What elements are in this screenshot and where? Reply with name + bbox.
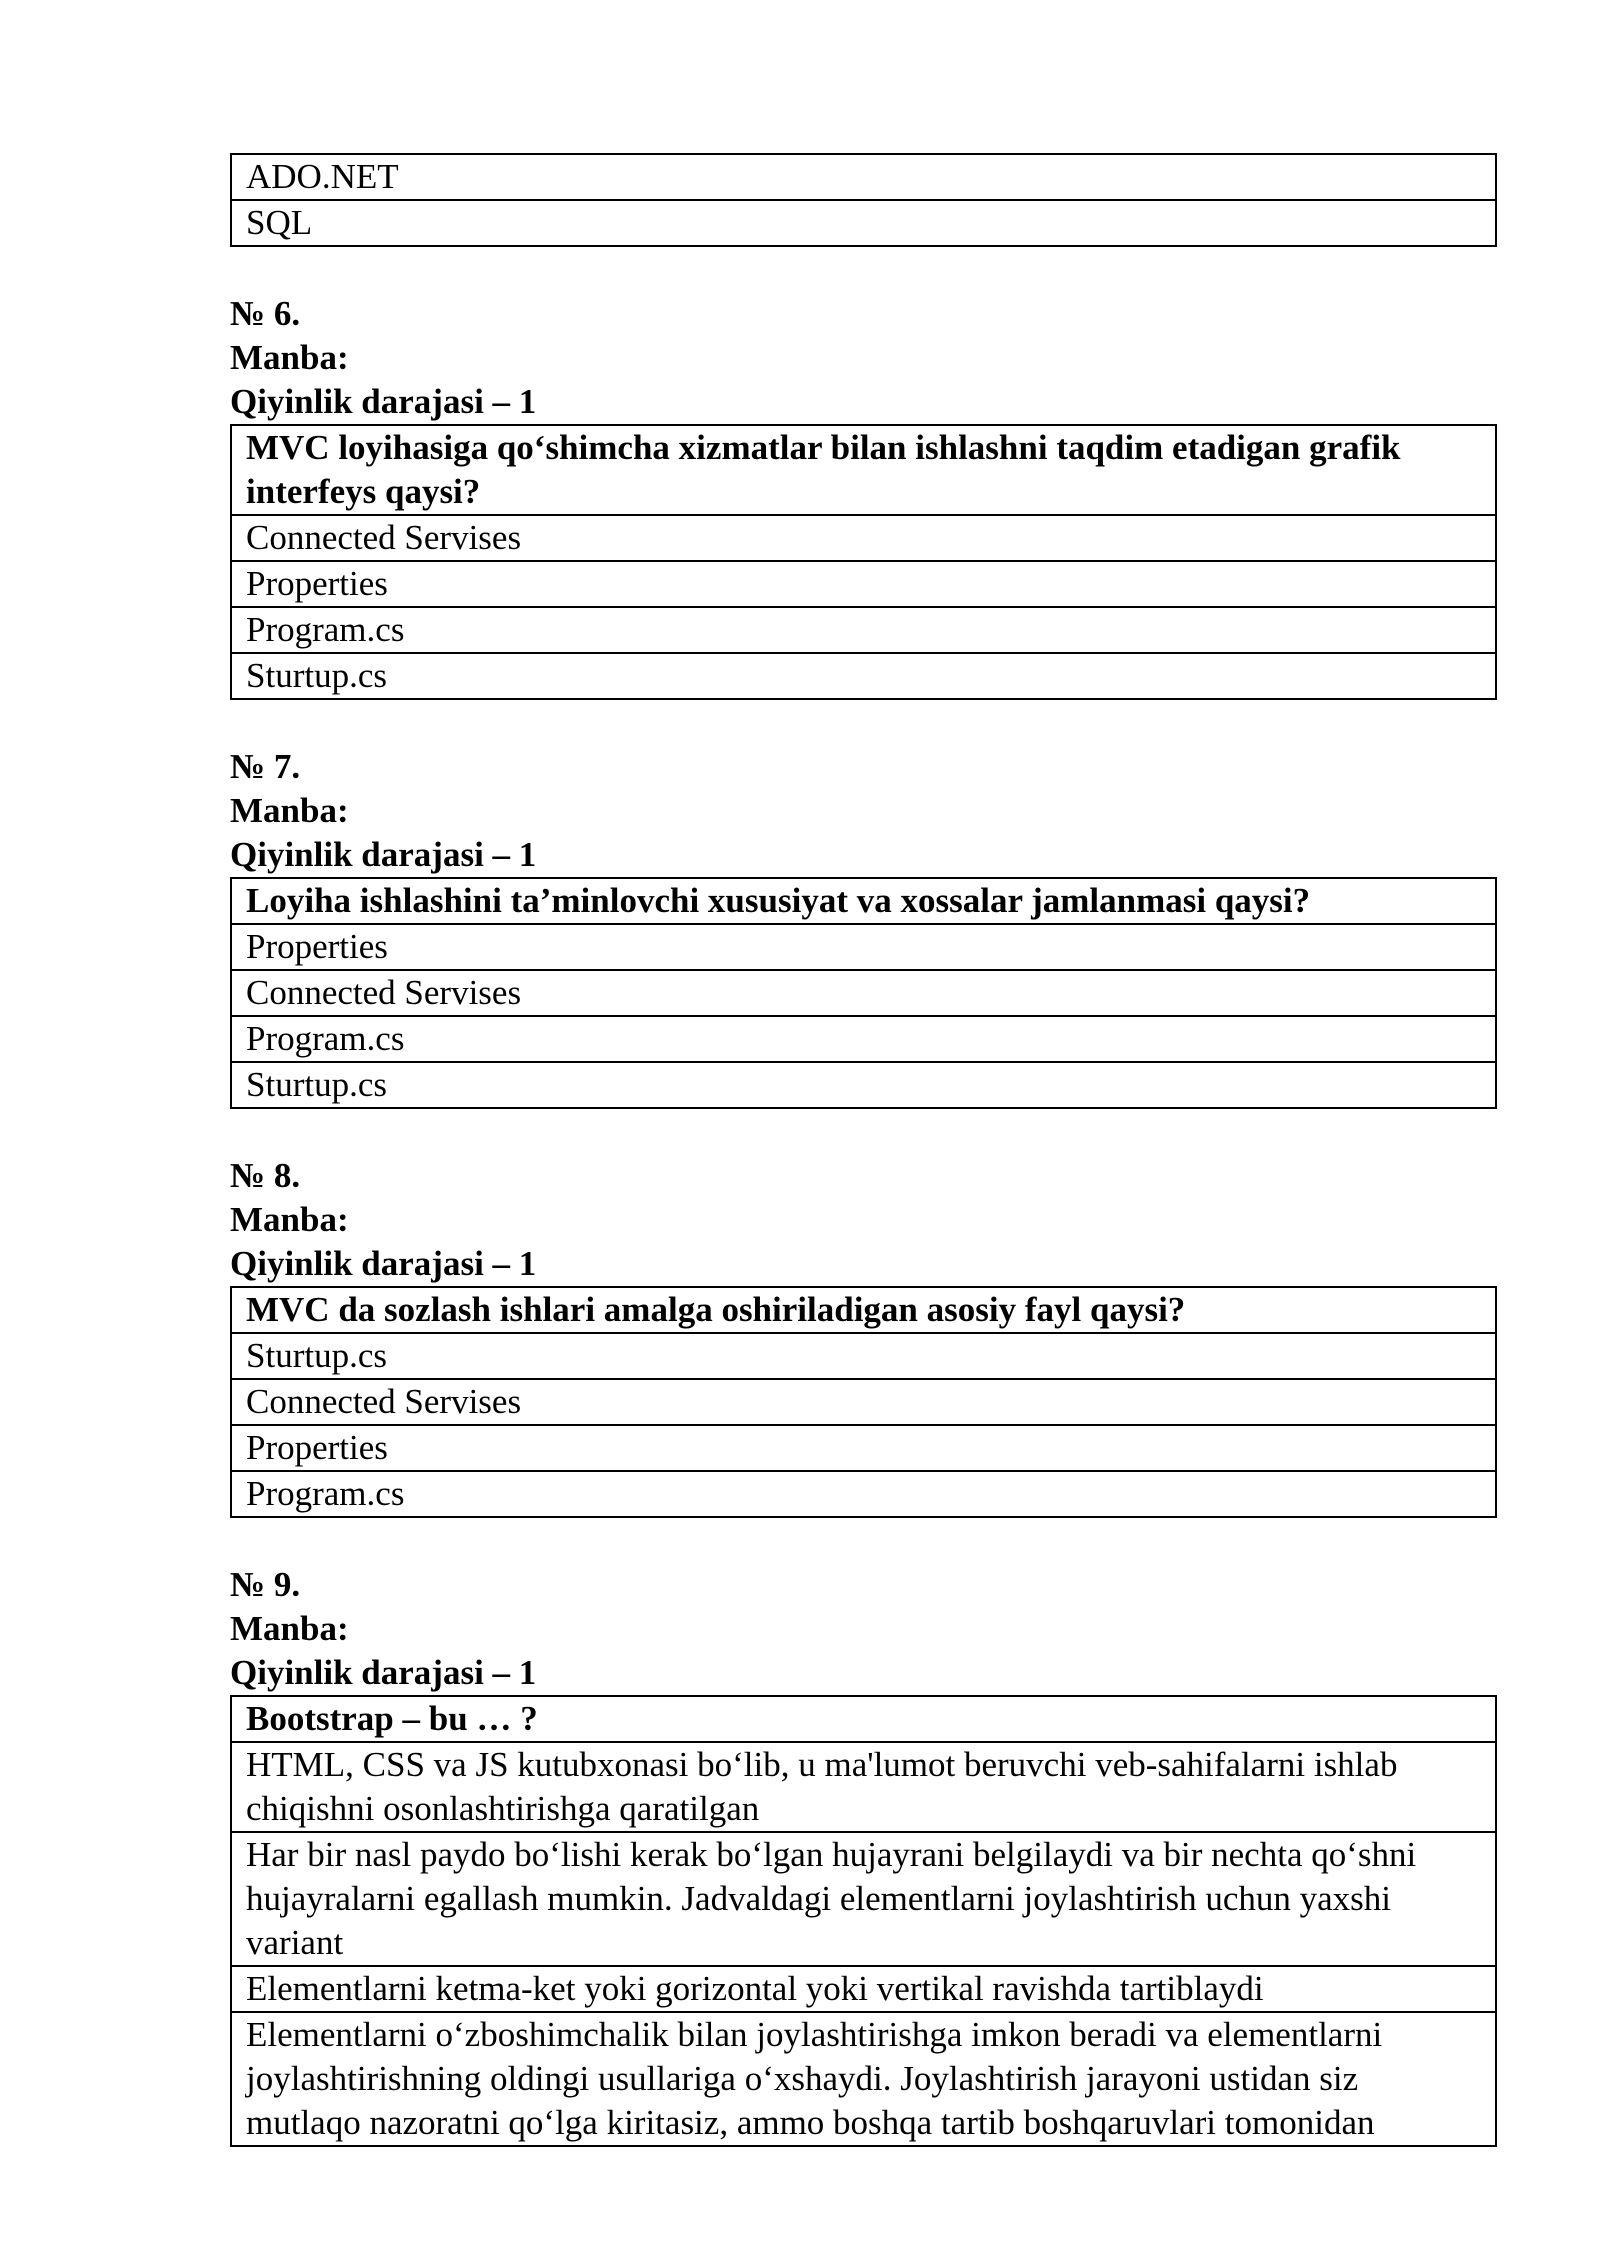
question-source: Manba:: [230, 338, 349, 377]
answer-cell: Sturtup.cs: [231, 1333, 1496, 1379]
table-row: [231, 878, 1496, 924]
table-row: [231, 1333, 1496, 1379]
answer-cell: Properties: [231, 561, 1496, 607]
question-number: № 6.: [230, 294, 301, 333]
table-row: [231, 1696, 1496, 1742]
answer-cell: ADO.NET: [231, 154, 1496, 200]
table-row: [231, 1742, 1496, 1832]
question-number: № 8.: [230, 1156, 301, 1195]
answer-cell: Program.cs: [231, 1471, 1496, 1517]
answer-cell: Har bir nasl paydo bo‘lishi kerak bo‘lgan hujayrani belgilaydi va bir nechta qo‘shni hujayralarni egallash mumkin. Jadvaldagi elementlarni joylashtirish uchun yaxshi variant: [231, 1832, 1496, 1966]
question-table: [230, 877, 1497, 1109]
question-number: № 9.: [230, 1565, 301, 1604]
table-row: [231, 1425, 1496, 1471]
table-row: [231, 1062, 1496, 1108]
table-row: [231, 515, 1496, 561]
answer-cell: Program.cs: [231, 1016, 1496, 1062]
lead-answer-table: [230, 153, 1497, 247]
answer-cell: Elementlarni o‘zboshimchalik bilan joylashtirishga imkon beradi va elementlarni joylashtirishning oldingi usullariga o‘xshaydi. Joylashtirish jarayoni ustidan siz mutlaqo nazoratni qo‘lga kiritasiz, ammo boshqa tartib boshqaruvlari tomonidan: [231, 2012, 1496, 2146]
question-block-8: [230, 1154, 1497, 1518]
question-source: Manba:: [230, 1200, 349, 1239]
table-row: [231, 1832, 1496, 1966]
table-row: [231, 1287, 1496, 1333]
answer-cell: Connected Servises: [231, 970, 1496, 1016]
table-row: [231, 154, 1496, 200]
question-block-6: [230, 292, 1497, 700]
question-source: Manba:: [230, 1609, 349, 1648]
question-number: № 7.: [230, 747, 301, 786]
question-block-7: [230, 745, 1497, 1109]
question-block-9: [230, 1563, 1497, 2147]
table-row: [231, 1016, 1496, 1062]
question-text: MVC da sozlash ishlari amalga oshiriladigan asosiy fayl qaysi?: [231, 1287, 1496, 1333]
answer-cell: HTML, CSS va JS kutubxonasi bo‘lib, u ma'lumot beruvchi veb-sahifalarni ishlab chiqishni osonlashtirishga qaratilgan: [231, 1742, 1496, 1832]
table-row: [231, 607, 1496, 653]
question-difficulty: Qiyinlik darajasi – 1: [230, 1244, 537, 1283]
question-table: [230, 424, 1497, 700]
question-text: MVC loyihasiga qo‘shimcha xizmatlar bilan ishlashni taqdim etadigan grafik interfeys qaysi?: [231, 425, 1496, 515]
answer-cell: Program.cs: [231, 607, 1496, 653]
question-difficulty: Qiyinlik darajasi – 1: [230, 835, 537, 874]
question-source: Manba:: [230, 791, 349, 830]
answer-cell: Sturtup.cs: [231, 653, 1496, 699]
answer-cell: Elementlarni ketma-ket yoki gorizontal yoki vertikal ravishda tartiblaydi: [231, 1966, 1496, 2012]
answer-cell: Properties: [231, 924, 1496, 970]
answer-cell: Properties: [231, 1425, 1496, 1471]
table-row: [231, 1966, 1496, 2012]
answer-cell: Sturtup.cs: [231, 1062, 1496, 1108]
table-row: [231, 425, 1496, 515]
answer-cell: SQL: [231, 200, 1496, 246]
table-row: [231, 1379, 1496, 1425]
table-row: [231, 2012, 1496, 2146]
question-text: Loyiha ishlashini ta’minlovchi xususiyat va xossalar jamlanmasi qaysi?: [231, 878, 1496, 924]
question-difficulty: Qiyinlik darajasi – 1: [230, 382, 537, 421]
table-row: [231, 924, 1496, 970]
table-row: [231, 561, 1496, 607]
question-table: [230, 1695, 1497, 2147]
answer-cell: Connected Servises: [231, 515, 1496, 561]
table-row: [231, 653, 1496, 699]
question-text: Bootstrap – bu … ?: [231, 1696, 1496, 1742]
table-row: [231, 200, 1496, 246]
question-table: [230, 1286, 1497, 1518]
answer-cell: Connected Servises: [231, 1379, 1496, 1425]
table-row: [231, 970, 1496, 1016]
question-difficulty: Qiyinlik darajasi – 1: [230, 1653, 537, 1692]
table-row: [231, 1471, 1496, 1517]
document-page: [230, 153, 1497, 2147]
